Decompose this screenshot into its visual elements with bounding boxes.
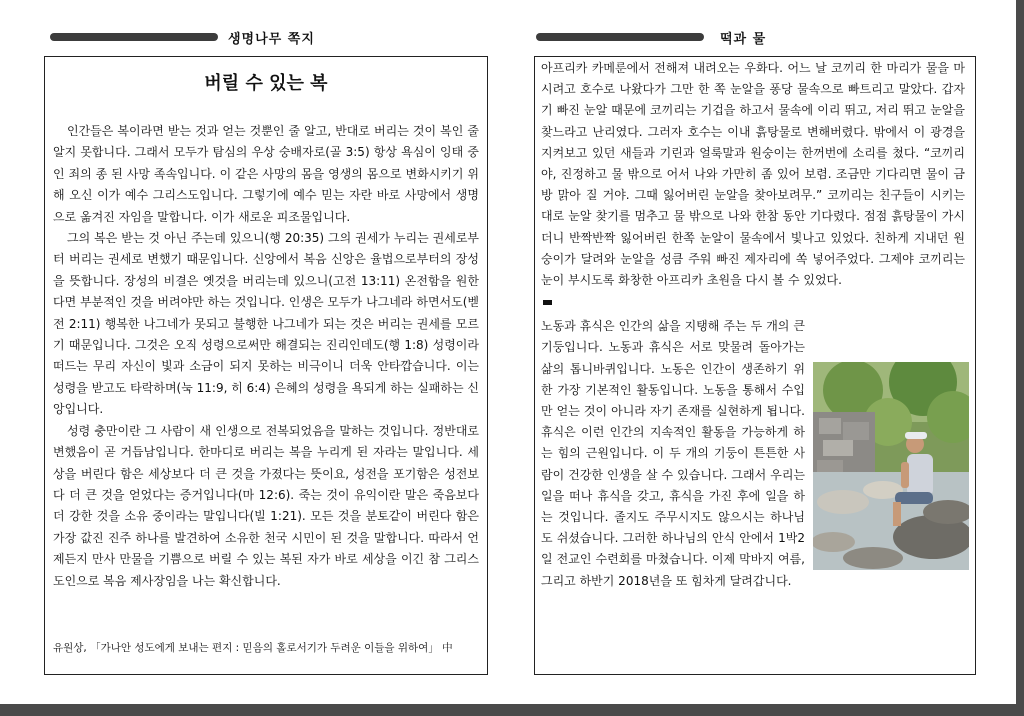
article-paragraph-3: 성령 충만이란 그 사람이 새 인생으로 전복되었음을 말하는 것입니다. 정반대로 변했음이 곧 거듭남입니다. 한마디로 버리는 복을 누리게 된 자라는 말입니다. 세상을 버린다 함은 세상보다 더 큰 것을 가졌다는 뜻이요, 성전을 포기함은 성전보다 더 큰 것을 얻었다는 증거입니다(마 12:6). 죽는 것이 유익이란 말은 죽음보다 더 강한 것을 소유 중이라는 말입니다(빌 1:21). 모든 것을 분토같이 버린다 함은 가장 값진 진주 하나를 발견하여 소유한 천국 시민이 된 것을 말합니다. 따라서 언제든지 만사 만물을 기쁨으로 버릴 수 있는 복된 자가 바로 세상을 이긴 참 그리스도인으로 복음 제사장임을 나는 확신합니다. — [53, 423, 479, 588]
article-body — [53, 121, 479, 592]
page-frame-bottom — [0, 704, 1024, 716]
article-paragraph-1: 인간들은 복이라면 받는 것과 얻는 것뿐인 줄 알고, 반대로 버리는 것이 복인 줄 알지 못합니다. 그래서 모두가 탐심의 우상 숭배자로(골 3:5) 항상 욕심이 잉태 중인 죄의 종 된 사망 족속입니다. 이 같은 사망의 몸을 영생의 몸으로 변화시키기 위해 오신 이가 예수 그리스도입니다. 그렇기에 예수 믿는 자란 바로 사망에서 생명으로 옮겨진 자임을 말합니다. 이가 새로운 피조물입니다. — [53, 124, 479, 224]
article-title: 버릴 수 있는 복 — [204, 73, 328, 94]
right-content-box — [534, 56, 976, 675]
section-divider-mark — [543, 300, 552, 305]
page-frame-right — [1016, 0, 1024, 716]
right-header-title: 떡과 물 — [720, 32, 767, 47]
fable-story: 아프리카 카메룬에서 전해져 내려오는 우화다. 어느 날 코끼리 한 마리가 물을 마시려고 호수로 나왔다가 그만 한 쪽 눈알을 퐁당 물속으로 빠트리고 말았다. 갑자기 빠진 눈알 때문에 코끼리는 기겁을 하고서 물속에 이리 뛰고, 저리 뛰고 눈알을 찾느라고 난리였다. 그러자 호수는 이내 흙탕물로 변해버렸다. 밖에서 이 광경을 지켜보고 있던 새들과 기린과 얼룩말과 원숭이는 한꺼번에 소리를 쳤다. “코끼리야, 진정하고 물 밖으로 어서 나와 가만히 좀 있어 보렴. 조금만 기다리면 물이 금방 맑아 질 거야. 그때 잃어버린 눈알을 찾아보려무.” 코끼리는 친구들이 시키는 대로 눈알 찾기를 멈추고 물 밖으로 나와 한참 동안 기다렸다. 점점 흙탕물이 가시더니 반짝반짝 잃어버린 한쪽 눈알이 물속에서 빛나고 있었다. 친하게 지내던 원숭이가 달려와 눈알을 성큼 주워 빠진 제자리에 쏙 넣어주었다. 그제야 코끼리는 눈이 부시도록 화창한 아프리카 초원을 다시 볼 수 있었다. — [541, 61, 965, 288]
man-resting-by-stream-photo — [813, 362, 969, 570]
left-header-bar — [50, 33, 218, 41]
right-body — [541, 58, 965, 592]
right-header-bar — [536, 33, 704, 41]
rest-essay-text: 노동과 휴식은 인간의 삶을 지탱해 주는 두 개의 큰 기둥입니다. 노동과 휴식은 서로 맞물려 돌아가는 삶의 톱니바퀴입니다. 노동은 인간이 생존하기 위한 가장 기본적인 활동입니다. 노동을 통해서 수입만 얻는 것이 아니라 자기 존재를 실현하게 됩니다. 휴식은 이런 인간의 지속적인 활동을 가능하게 하는 힘의 근원입니다. 이 두 개의 기둥이 튼튼한 사람이 건강한 인생을 살 수 있습니다. 그래서 우리는 일을 떠나 휴식을 갖고, 휴식을 가진 후에 일을 하는 것입니다. 졸지도 주무시지도 않으시는 하나님도 쉬셨습니다. 그러한 하나님의 안식 안에서 1박2일 전교인 수련회를 마쳤습니다. 이제 막바지 여름, 그리고 하반기 2018년을 또 힘차게 달려갑니다. — [541, 319, 805, 588]
article-paragraph-2: 그의 복은 받는 것 아닌 주는데 있으니(행 20:35) 그의 권세가 누리는 권세로부터 버리는 권세로 변했기 때문입니다. 신앙에서 복음 신앙은 율법으로부터의 장성을 뜻합니다. 장성의 비결은 옛것을 버리는데 있으니(고전 13:11) 온전함을 원한다면 부분적인 것을 버려야만 하는 것입니다. 인생은 모두가 나그네라 하면서도(벧전 2:11) 행복한 나그네가 못되고 불행한 나그네가 되는 것은 버리는 권세를 모르기 때문입니다. 그것은 오직 성령으로써만 해결되는 진리인데도(행 1:8) 성령이라 떠드는 무리 자신이 빛과 소금이 되지 못하는 비극이니 더욱 안타깝습니다. 이는 성령을 받고도 타락하며(눅 11:9, 히 6:4) 은혜의 성령을 욕되게 하는 실패하는 신앙입니다. — [53, 231, 479, 417]
article-source: 유원상, 「가나안 성도에게 보내는 편지 : 믿음의 홀로서기가 두려운 이들을 위하여」 中 — [53, 642, 453, 654]
rest-essay — [541, 316, 965, 592]
left-content-box — [44, 56, 488, 675]
left-header-title: 생명나무 쪽지 — [228, 32, 315, 47]
photo-illustration — [813, 362, 969, 570]
